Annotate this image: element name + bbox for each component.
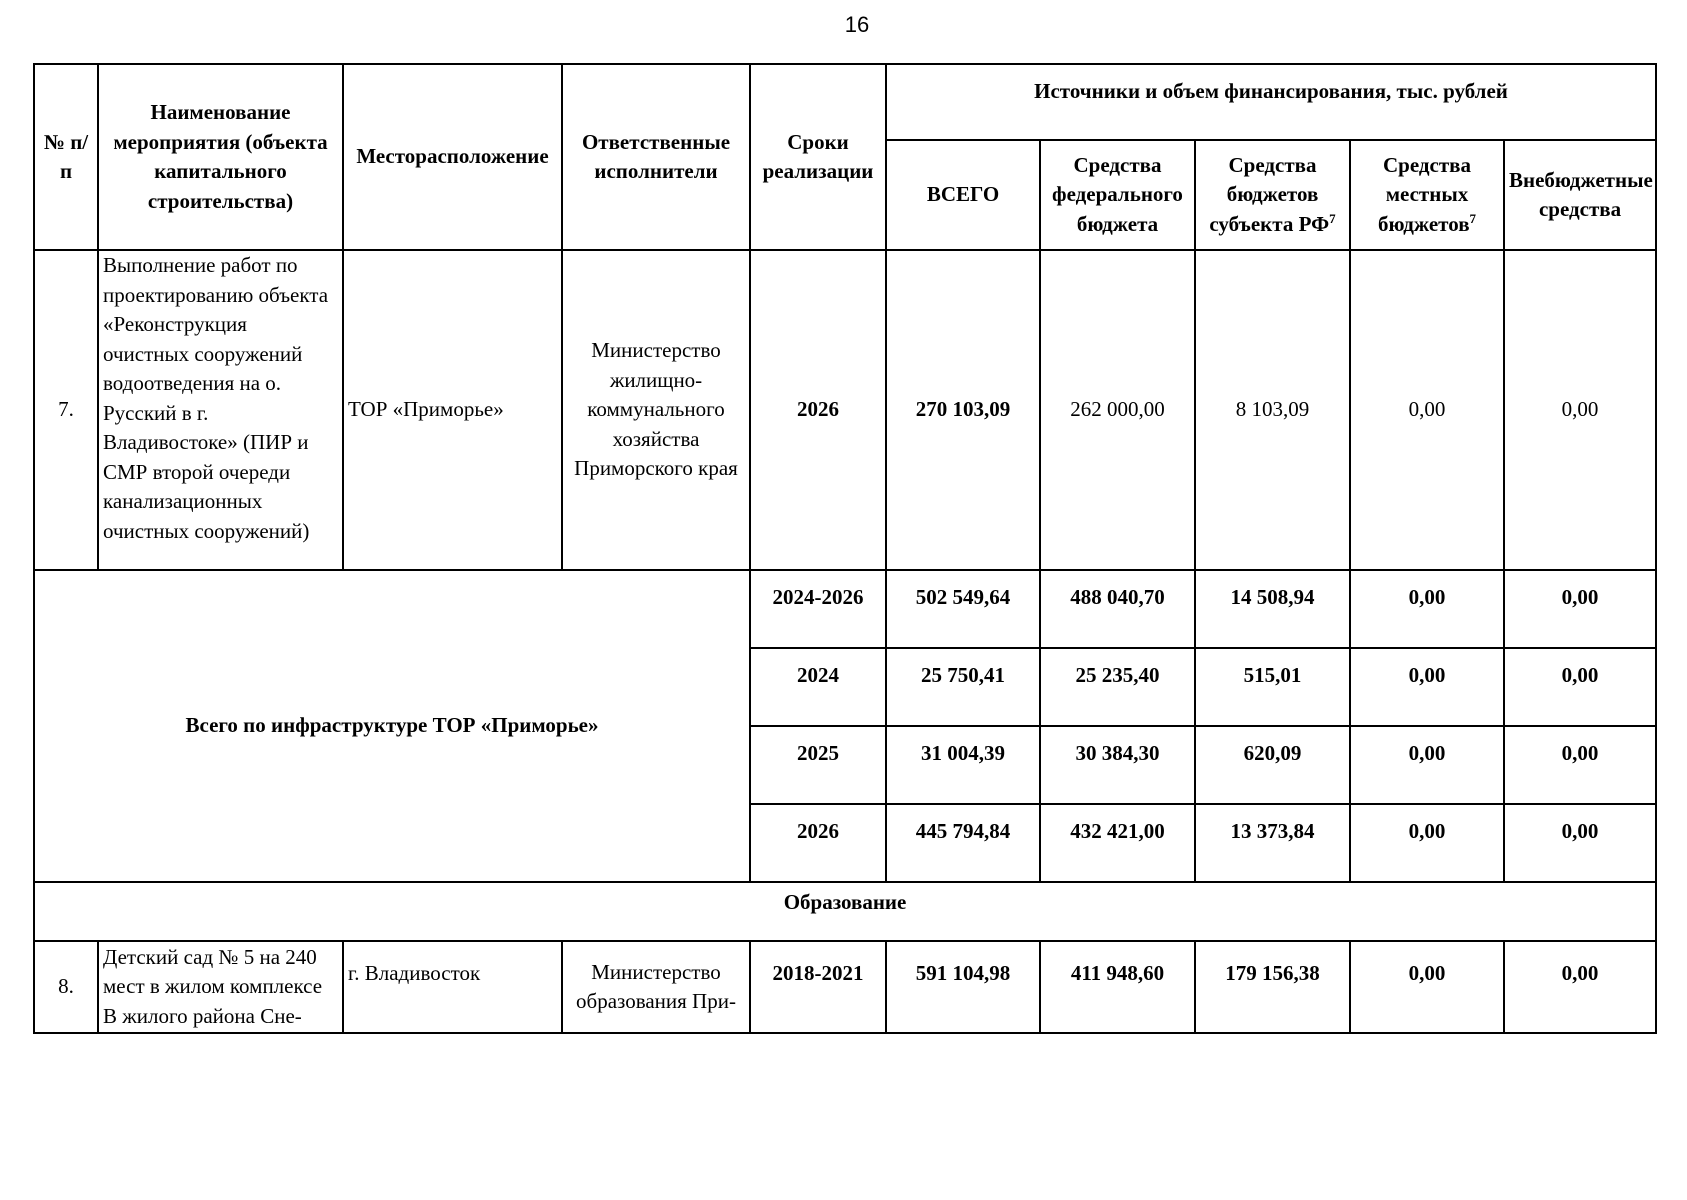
- header-name: Наименование мероприятия (объекта капитального строительства): [98, 64, 343, 250]
- summary-local-4: 0,00: [1350, 804, 1504, 882]
- header-local-text: Средства местных бюджетов: [1377, 152, 1471, 236]
- summary-period-2: 2024: [750, 648, 886, 726]
- summary-regional-3: 620,09: [1195, 726, 1350, 804]
- table-row-8: [34, 941, 1656, 1033]
- header-location: Месторасположение: [343, 64, 562, 250]
- header-responsible: Ответственные исполнители: [562, 64, 750, 250]
- header-regional-footnote: 7: [1329, 210, 1336, 226]
- row8-total: 591 104,98: [886, 941, 1040, 1033]
- row7-responsible: Министерство жилищно-коммунального хозяйства Приморского края: [562, 250, 750, 570]
- header-federal: Средства федерального бюджета: [1040, 140, 1195, 250]
- summary-federal-2: 25 235,40: [1040, 648, 1195, 726]
- summary-label: Всего по инфраструктуре ТОР «Приморье»: [34, 570, 750, 882]
- row8-num: 8.: [34, 941, 98, 1033]
- row7-period: 2026: [750, 250, 886, 570]
- summary-federal-3: 30 384,30: [1040, 726, 1195, 804]
- header-regional: [1195, 140, 1350, 250]
- row8-responsible: Министерство образования При-: [562, 941, 750, 1033]
- summary-local-2: 0,00: [1350, 648, 1504, 726]
- row7-location: ТОР «Приморье»: [343, 250, 562, 570]
- row8-extra: 0,00: [1504, 941, 1656, 1033]
- summary-extra-2: 0,00: [1504, 648, 1656, 726]
- summary-row-1: [34, 570, 1656, 648]
- section-title-education: Образование: [34, 882, 1656, 941]
- row8-name: Детский сад № 5 на 240 мест в жилом комплексе В жилого района Сне-: [98, 941, 343, 1033]
- header-funding-group: Источники и объем финансирования, тыс. рублей: [886, 64, 1656, 140]
- header-local-footnote: 7: [1469, 210, 1477, 226]
- summary-period-1: 2024-2026: [750, 570, 886, 648]
- summary-total-4: 445 794,84: [886, 804, 1040, 882]
- row7-num: 7.: [34, 250, 98, 570]
- summary-extra-1: 0,00: [1504, 570, 1656, 648]
- summary-regional-1: 14 508,94: [1195, 570, 1350, 648]
- funding-table: [33, 63, 1657, 1034]
- row8-period: 2018-2021: [750, 941, 886, 1033]
- row7-name: Выполнение работ по проектированию объекта «Реконструкция очистных сооружений водоотведения на о. Русский в г. Владивостоке» (ПИР и СМР второй очереди канализационных очистных сооружений): [98, 250, 343, 570]
- summary-local-1: 0,00: [1350, 570, 1504, 648]
- row7-total: 270 103,09: [886, 250, 1040, 570]
- section-row-education: [34, 882, 1656, 941]
- header-total: ВСЕГО: [886, 140, 1040, 250]
- summary-total-1: 502 549,64: [886, 570, 1040, 648]
- row7-extra: 0,00: [1504, 250, 1656, 570]
- row8-local: 0,00: [1350, 941, 1504, 1033]
- summary-regional-2: 515,01: [1195, 648, 1350, 726]
- row7-regional: 8 103,09: [1195, 250, 1350, 570]
- header-num: № п/п: [34, 64, 98, 250]
- summary-federal-1: 488 040,70: [1040, 570, 1195, 648]
- row8-federal: 411 948,60: [1040, 941, 1195, 1033]
- summary-period-3: 2025: [750, 726, 886, 804]
- summary-extra-4: 0,00: [1504, 804, 1656, 882]
- row7-local: 0,00: [1350, 250, 1504, 570]
- summary-total-3: 31 004,39: [886, 726, 1040, 804]
- summary-local-3: 0,00: [1350, 726, 1504, 804]
- row8-location: г. Владивосток: [343, 941, 562, 1033]
- page-number: 16: [844, 12, 870, 37]
- header-period: Сроки реализации: [750, 64, 886, 250]
- row7-federal: 262 000,00: [1040, 250, 1195, 570]
- row8-regional: 179 156,38: [1195, 941, 1350, 1033]
- table-row-7: [34, 250, 1656, 570]
- summary-regional-4: 13 373,84: [1195, 804, 1350, 882]
- summary-period-4: 2026: [750, 804, 886, 882]
- summary-extra-3: 0,00: [1504, 726, 1656, 804]
- header-extra: Внебюджетные средства: [1504, 140, 1656, 250]
- header-local: [1350, 140, 1504, 250]
- header-row-1: [34, 64, 1656, 140]
- summary-total-2: 25 750,41: [886, 648, 1040, 726]
- summary-federal-4: 432 421,00: [1040, 804, 1195, 882]
- header-regional-text: Средства бюджетов субъекта РФ: [1209, 152, 1330, 236]
